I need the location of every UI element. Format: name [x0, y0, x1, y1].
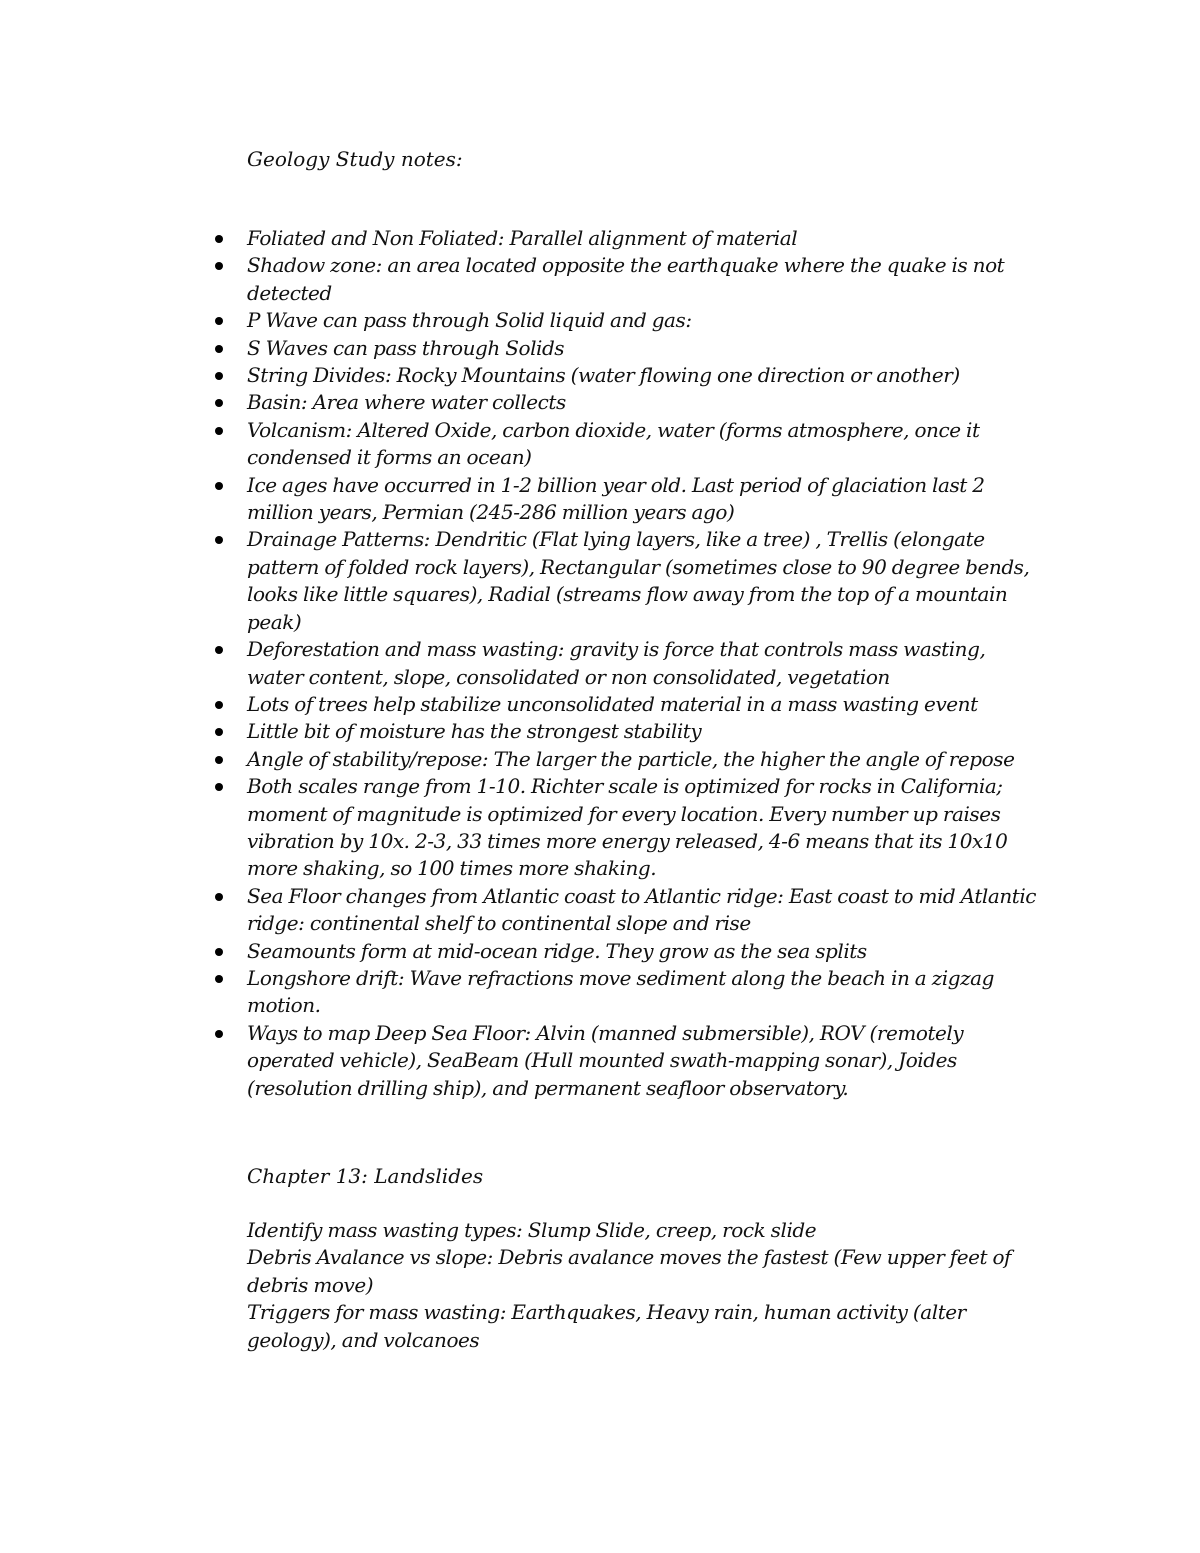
list-item-text: S Waves can pass through Solids [247, 335, 565, 360]
list-item [247, 307, 1037, 334]
bullet-icon [215, 948, 223, 956]
list-item-text: Sea Floor changes from Atlantic coast to Atlantic ridge: East coast to mid Atlantic ridge: continental shelf to continental slope and rise [247, 883, 1037, 936]
list-item-text: Foliated and Non Foliated: Parallel alignment of material [247, 226, 798, 250]
list-item-text: P Wave can pass through Solid liquid and gas: [247, 308, 692, 333]
bullet-icon [215, 372, 223, 380]
list-item-text: Drainage Patterns: Dendritic (Flat lying layers, like a tree) , Trellis (elongate pattern of folded rock layers), Rectangular (sometimes close to 90 degree bends, looks like little squares), Radial (streams flow away from the top of a mountain peak) [247, 527, 1030, 634]
list-item [247, 938, 1037, 965]
bullet-icon [215, 701, 223, 709]
bullet-icon [215, 893, 223, 901]
bullet-icon [215, 482, 223, 490]
list-item-text: Ways to map Deep Sea Floor: Alvin (manned submersible), ROV (remotely operated vehicle), SeaBeam (Hull mounted swath-mapping sonar), Joides (resolution drilling ship), and permanent seafloor observatory. [247, 1020, 964, 1100]
list-item [247, 773, 1037, 883]
list-item [247, 417, 1037, 472]
bullet-icon [215, 399, 223, 407]
list-item-text: Longshore drift: Wave refractions move sediment along the beach in a zigzag motion. [247, 965, 994, 1018]
list-item-text: Both scales range from 1-10. Richter scale is optimized for rocks in California; moment of magnitude is optimized for every location. Every number up raises vibration by 10x. 2-3, 33 times more energy released, 4-6 means that its 10x10 more shaking, so 100 times more shaking. [247, 774, 1008, 881]
bullet-icon [215, 345, 223, 353]
bullet-icon [215, 756, 223, 764]
bullet-icon [215, 783, 223, 791]
list-item-text: Basin: Area where water collects [247, 390, 566, 415]
chapter-line: Identify mass wasting types: Slump Slide, creep, rock slide [247, 1218, 817, 1242]
bullet-icon [215, 317, 223, 325]
list-item [247, 636, 1037, 691]
list-item [247, 389, 1037, 416]
chapter-line: Debris Avalance vs slope: Debris avalance moves the fastest (Few upper feet of debris move) [247, 1245, 1011, 1297]
page-title: Geology Study notes: [247, 147, 463, 171]
bullet-icon [215, 262, 223, 270]
list-item [247, 1020, 1037, 1102]
chapter-heading: Chapter 13: Landslides [247, 1164, 484, 1188]
list-item-text: Little bit of moisture has the strongest stability [247, 719, 702, 744]
bullet-icon [215, 646, 223, 654]
list-item-text: Ice ages have occurred in 1-2 billion year old. Last period of glaciation last 2 million years, Permian (245-286 million years ago) [247, 472, 985, 525]
list-item [247, 883, 1037, 938]
list-item-text: Volcanism: Altered Oxide, carbon dioxide, water (forms atmosphere, once it condensed it forms an ocean) [247, 417, 980, 470]
list-item [247, 691, 1037, 718]
list-item-text: String Divides: Rocky Mountains (water flowing one direction or another) [247, 363, 960, 388]
list-item [247, 252, 1037, 307]
list-item-text: Deforestation and mass wasting: gravity is force that controls mass wasting, water content, slope, consolidated or non consolidated, vegetation [247, 637, 986, 689]
list-item-text: Seamounts form at mid-ocean ridge. They grow as the sea splits [247, 938, 867, 963]
chapter-notes [247, 1217, 1037, 1354]
list-item [247, 472, 1037, 527]
list-item [247, 526, 1037, 636]
bullet-icon [215, 536, 223, 544]
bullet-icon [215, 728, 223, 736]
chapter-line: Triggers for mass wasting: Earthquakes, Heavy rain, human activity (alter geology), and volcanoes [247, 1300, 966, 1352]
bullet-icon [215, 235, 223, 243]
list-item-text: Shadow zone: an area located opposite the earthquake where the quake is not detected [247, 253, 1005, 305]
list-item [247, 965, 1037, 1020]
list-item-text: Lots of trees help stabilize unconsolidated material in a mass wasting event [247, 691, 978, 716]
list-item [247, 335, 1037, 362]
notes-bullet-list [247, 225, 1037, 1102]
bullet-icon [215, 427, 223, 435]
list-item [247, 362, 1037, 389]
list-item [247, 718, 1037, 745]
list-item-text: Angle of stability/repose: The larger the particle, the higher the angle of repose [247, 746, 1015, 771]
list-item [247, 225, 1037, 252]
list-item [247, 746, 1037, 773]
bullet-icon [215, 1030, 223, 1038]
bullet-icon [215, 975, 223, 983]
